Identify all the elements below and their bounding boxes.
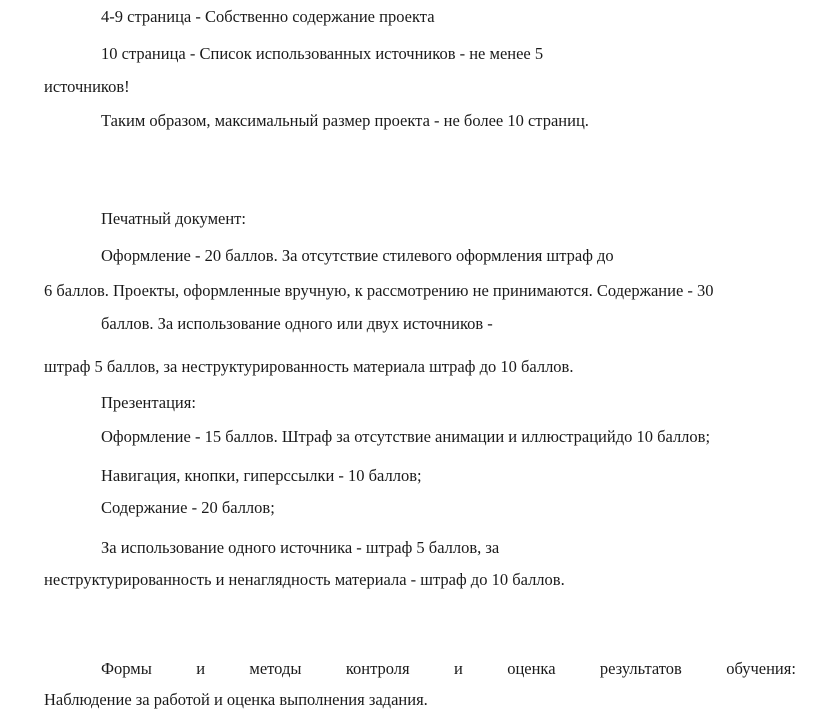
control-word: методы <box>249 659 302 678</box>
line-control-forms <box>101 659 796 679</box>
line-sources-continuation: источников! <box>44 77 130 96</box>
control-word: оценка <box>507 659 556 678</box>
line-printed-manual: 6 баллов. Проекты, оформленные вручную, к рассмотрению не принимаются. Содержание - 30 <box>44 281 714 300</box>
line-pages-4-9: 4-9 страница - Собственно содержание проекта <box>101 7 435 26</box>
control-word: Формы <box>101 659 152 678</box>
line-presentation-penalty: неструктурированность и ненаглядность материала - штраф до 10 баллов. <box>44 570 565 589</box>
line-presentation-design: Оформление - 15 баллов. Штраф за отсутствие анимации и иллюстрацийдо 10 баллов; <box>101 427 711 446</box>
heading-presentation: Презентация: <box>101 393 196 412</box>
control-word: контроля <box>345 659 410 678</box>
line-presentation-source: За использование одного источника - штраф 5 баллов, за <box>101 538 500 557</box>
heading-printed-document: Печатный документ: <box>101 209 246 228</box>
line-page-10: 10 страница - Список использованных источников - не менее 5 <box>101 44 544 63</box>
line-printed-design: Оформление - 20 баллов. За отсутствие стилевого оформления штраф до <box>101 246 614 265</box>
line-presentation-navigation: Навигация, кнопки, гиперссылки - 10 баллов; <box>101 466 422 485</box>
control-word: результатов <box>599 659 682 678</box>
control-word: и <box>196 659 206 678</box>
line-observation: Наблюдение за работой и оценка выполнения задания. <box>44 690 428 709</box>
line-printed-penalty: штраф 5 баллов, за неструктурированность материала штраф до 10 баллов. <box>44 357 574 376</box>
line-presentation-content: Содержание - 20 баллов; <box>101 498 275 517</box>
line-printed-sources: баллов. За использование одного или двух источников - <box>101 314 493 333</box>
control-word: обучения: <box>726 659 796 678</box>
line-max-size: Таким образом, максимальный размер проекта - не более 10 страниц. <box>101 111 589 130</box>
control-word: и <box>453 659 463 678</box>
